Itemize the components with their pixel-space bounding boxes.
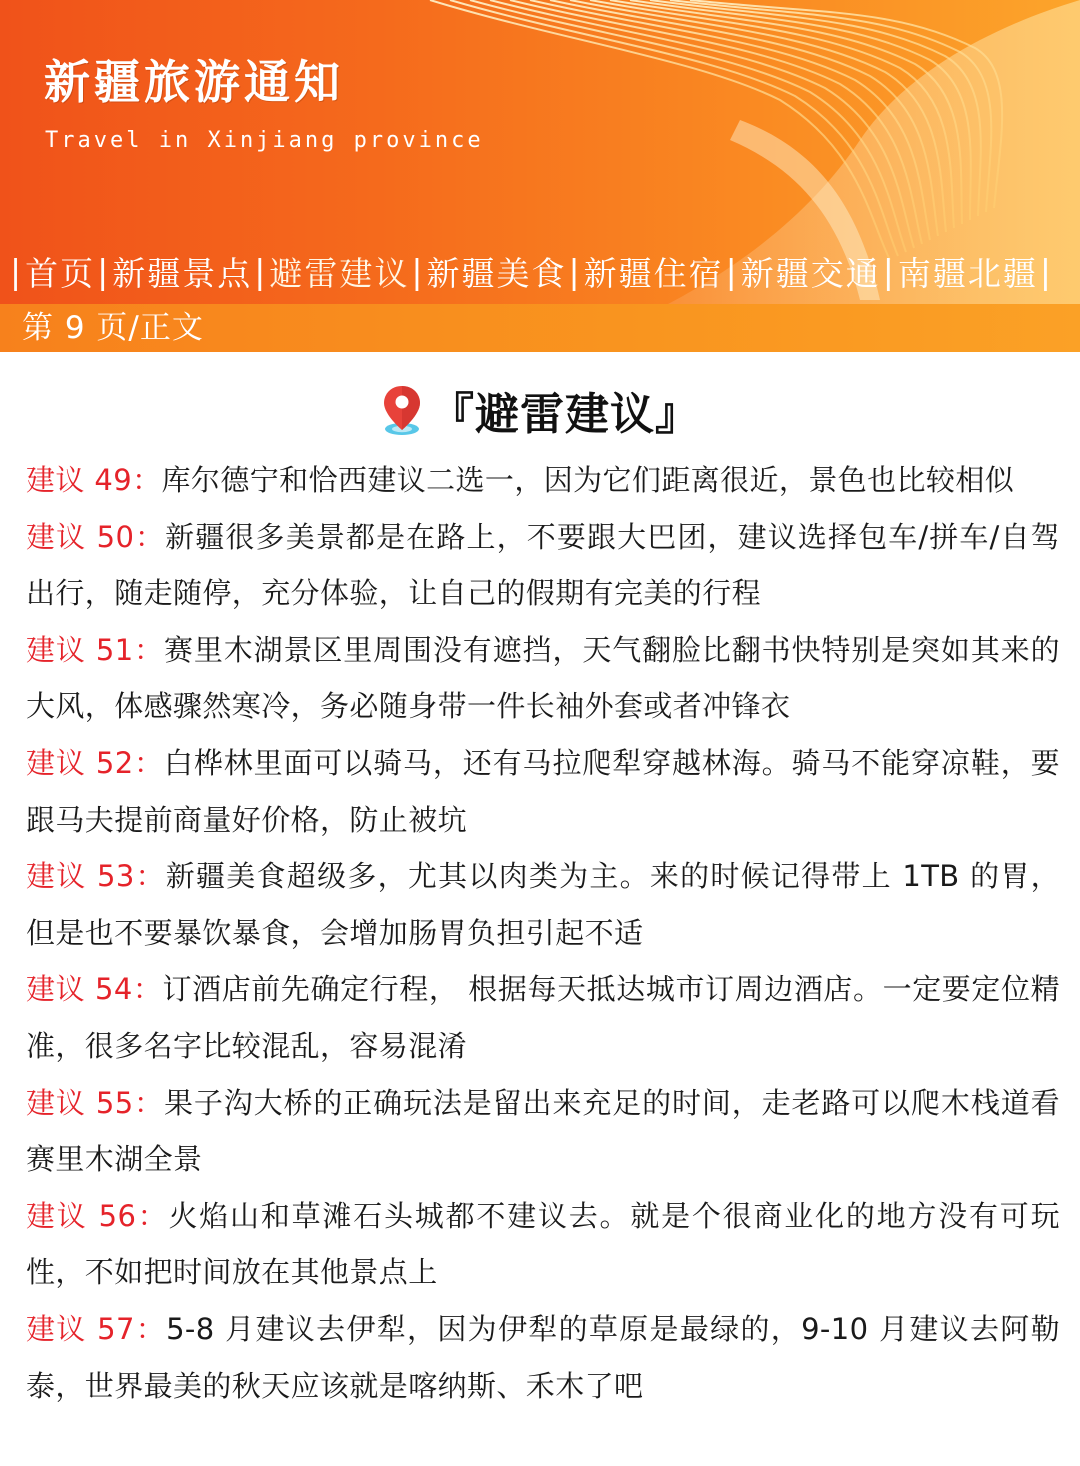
tip-item [26, 1075, 1060, 1188]
tip-text: 赛里木湖景区里周围没有遮挡，天气翻脸比翻书快特别是突如其来的大风，体感骤然寒冷，务必随身带一件长袖外套或者冲锋衣 [26, 632, 1060, 724]
tips-list [26, 452, 1060, 1414]
tip-label: 建议 52： [26, 745, 164, 780]
tip-item [26, 452, 1060, 509]
nav-separator: | [10, 251, 24, 291]
tip-item [26, 961, 1060, 1074]
nav-item-transport[interactable]: 新疆交通 [740, 253, 881, 293]
tip-text: 新疆很多美景都是在路上，不要跟大巴团，建议选择包车/拼车/自驾出行，随走随停，充分体验，让自己的假期有完美的行程 [26, 519, 1060, 611]
tip-item [26, 1301, 1060, 1414]
tip-label: 建议 49： [26, 463, 162, 497]
tip-text: 5-8 月建议去伊犁，因为伊犁的草原是最绿的，9-10 月建议去阿勒泰，世界最美的秋天应该就是喀纳斯、禾木了吧 [26, 1311, 1060, 1403]
tip-item [26, 622, 1060, 735]
page-subtitle: Travel in Xinjiang province [45, 128, 484, 153]
tip-text: 火焰山和草滩石头城都不建议去。就是个很商业化的地方没有可玩性，不如把时间放在其他景点上 [26, 1198, 1060, 1290]
nav-separator: | [1039, 251, 1053, 291]
header-banner [0, 0, 1080, 352]
location-pin-icon [380, 384, 424, 436]
nav-separator: | [411, 251, 425, 291]
nav-item-home[interactable]: 首页 [25, 253, 96, 293]
tip-label: 建议 57： [26, 1311, 167, 1346]
nav-item-regions[interactable]: 南疆北疆 [897, 253, 1038, 293]
tip-text: 果子沟大桥的正确玩法是留出来充足的时间，走老路可以爬木栈道看赛里木湖全景 [26, 1085, 1060, 1177]
tip-label: 建议 50： [26, 519, 166, 554]
nav-separator: | [97, 251, 111, 291]
nav-separator: | [725, 251, 739, 291]
nav-item-food[interactable]: 新疆美食 [426, 253, 567, 293]
tip-text: 订酒店前先确定行程， 根据每天抵达城市订周边酒店。一定要定位精准，很多名字比较混乱，容易混淆 [26, 972, 1060, 1063]
top-navigation [8, 248, 1080, 294]
tip-text: 库尔德宁和恰西建议二选一，因为它们距离很近，景色也比较相似 [161, 463, 1015, 497]
tip-label: 建议 53： [26, 859, 166, 894]
tip-label: 建议 56： [26, 1198, 169, 1233]
tip-text: 白桦林里面可以骑马，还有马拉爬犁穿越林海。骑马不能穿凉鞋，要跟马夫提前商量好价格，防止被坑 [26, 745, 1060, 837]
tip-label: 建议 51： [26, 632, 164, 667]
page-number-label: 第 9 页/正文 [22, 310, 204, 346]
tip-item [26, 509, 1060, 622]
tip-item [26, 1188, 1060, 1301]
tip-label: 建议 55： [26, 1085, 164, 1120]
tip-item [26, 735, 1060, 848]
page-title: 新疆旅游通知 [44, 55, 344, 109]
page-indicator-bar [0, 304, 1080, 352]
nav-separator: | [254, 251, 268, 291]
tip-item [26, 848, 1060, 961]
nav-item-attractions[interactable]: 新疆景点 [112, 253, 253, 293]
nav-separator: | [882, 251, 896, 291]
nav-item-lodging[interactable]: 新疆住宿 [583, 253, 724, 293]
section-heading [0, 380, 1080, 440]
section-title: 『避雷建议』 [430, 389, 700, 440]
tip-text: 新疆美食超级多，尤其以肉类为主。来的时候记得带上 1TB 的胃，但是也不要暴饮暴食，会增加肠胃负担引起不适 [26, 859, 1060, 950]
tip-label: 建议 54： [26, 972, 163, 1007]
nav-item-tips[interactable]: 避雷建议 [269, 253, 410, 293]
nav-separator: | [568, 251, 582, 291]
